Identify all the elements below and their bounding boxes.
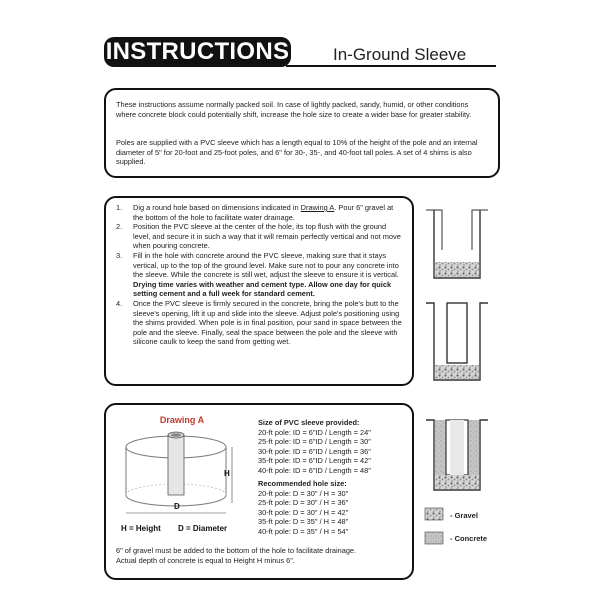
intro-paragraph-sleeve: Poles are supplied with a PVC sleeve which has a length equal to 10% of the height of the pole and an internal diameter of 5" for 20-foot and 25-foot poles, and 6" for 30-, 35-, and 40-foot tall poles. A set of 4 shims is also supplied. [116, 138, 478, 167]
sleeve-size-row: 35-ft pole: ID = 6"ID / Length = 42" [258, 456, 371, 466]
hole-size-row: 20-ft pole: D = 30" / H = 30" [258, 488, 349, 498]
step-number: 2. [116, 222, 123, 232]
step-text: Dig a round hole based on dimensions indicated in [133, 203, 301, 212]
steps-list [112, 203, 404, 347]
hole-size-row: 25-ft pole: D = 30" / H = 36" [258, 498, 349, 508]
height-legend: H = Height [121, 524, 161, 533]
height-label: H [224, 469, 230, 478]
step-number: 3. [116, 250, 123, 260]
sleeve-size-row: 25-ft pole: ID = 6"ID / Length = 30" [258, 437, 371, 447]
step-4 [112, 299, 404, 347]
step-text: Once the PVC sleeve is firmly secured in the concrete, bring the pole's butt to the sleeve's opening, lift it up and slide into the sleeve. Adjust pole's positioning using the shims provided. When pole is in final position, pour sand in space between the pole and the sleeve. Finally, seal the space between the pole and the sleeve with silicone caulk to keep the sand from getting wet. [133, 298, 402, 347]
concrete-swatch [425, 532, 443, 544]
drawing-title: Drawing A [159, 415, 205, 425]
drainage-note [116, 546, 406, 565]
gravel-legend-label: - Gravel [450, 511, 478, 520]
depth-note-line: Actual depth of concrete is equal to Height H minus 6". [116, 555, 295, 565]
sleeve-size-row: 20-ft pole: ID = 6"ID / Length = 24" [258, 427, 371, 437]
step-text: . Pour 6" gravel at the bottom of the hole to facilitate water drainage. [133, 203, 394, 222]
drawing-a-reference: Drawing A [300, 203, 335, 212]
step-number: 1. [116, 203, 123, 212]
concrete-legend-label: - Concrete [450, 534, 488, 543]
illustration-hole-gravel [426, 210, 488, 278]
step-3 [112, 251, 404, 299]
illustration-pole-installed [426, 420, 488, 490]
instructions-title: INSTRUCTIONS [105, 38, 290, 65]
header-underline [286, 65, 496, 67]
sleeve-size-title: Size of PVC sleeve provided: [258, 418, 360, 427]
step-2 [112, 222, 404, 251]
diameter-label: D [174, 502, 180, 511]
gravel-swatch [425, 508, 443, 520]
installation-illustrations [420, 200, 495, 550]
sleeve-inner [171, 433, 181, 437]
hole-size-table [258, 479, 408, 537]
illustration-sleeve-concrete [426, 303, 488, 380]
step-text: Position the PVC sleeve at the center of the hole, its top flush with the ground level, and secure it in such a way that it will remain perfectly vertical and not move when pouring concrete. [133, 222, 401, 251]
document-subtitle: In-Ground Sleeve [333, 45, 467, 64]
sleeve-size-table [258, 418, 408, 476]
hole-size-row: 40-ft pole: D = 35" / H = 54" [258, 526, 349, 536]
step-number: 4. [116, 298, 123, 308]
intro-paragraph-soil: These instructions assume normally packed soil. In case of lightly packed, sandy, humid, or other conditions where concrete block could potentially shift, increase the hole size to create a wider base for greater stability. [116, 100, 472, 119]
sleeve-size-row: 30-ft pole: ID = 6"ID / Length = 36" [258, 446, 371, 456]
hole-size-row: 35-ft pole: D = 35" / H = 48" [258, 517, 349, 527]
step-text: Fill in the hole with concrete around the PVC sleeve, making sure that it stays vertical, up to the top of the ground level. Make sure not to pour any concrete into the sleeve. While the concrete is still wet, adjust the sleeve to ensure it is vertical. [133, 250, 399, 280]
sleeve-size-row: 40-ft pole: ID = 6"ID / Length = 48" [258, 465, 371, 475]
hole-size-row: 30-ft pole: D = 30" / H = 42" [258, 507, 349, 517]
drying-time-warning: Drying time varies with weather and cement type. Allow one day for quick setting cement and a full week for standard cement. [133, 279, 392, 299]
hole-size-title: Recommended hole size: [258, 479, 347, 488]
diameter-legend: D = Diameter [178, 524, 228, 533]
drainage-note-line: 6" of gravel must be added to the bottom of the hole to facilitate drainage. [116, 546, 357, 555]
pvc-sleeve [168, 435, 184, 495]
step-1 [112, 203, 404, 222]
